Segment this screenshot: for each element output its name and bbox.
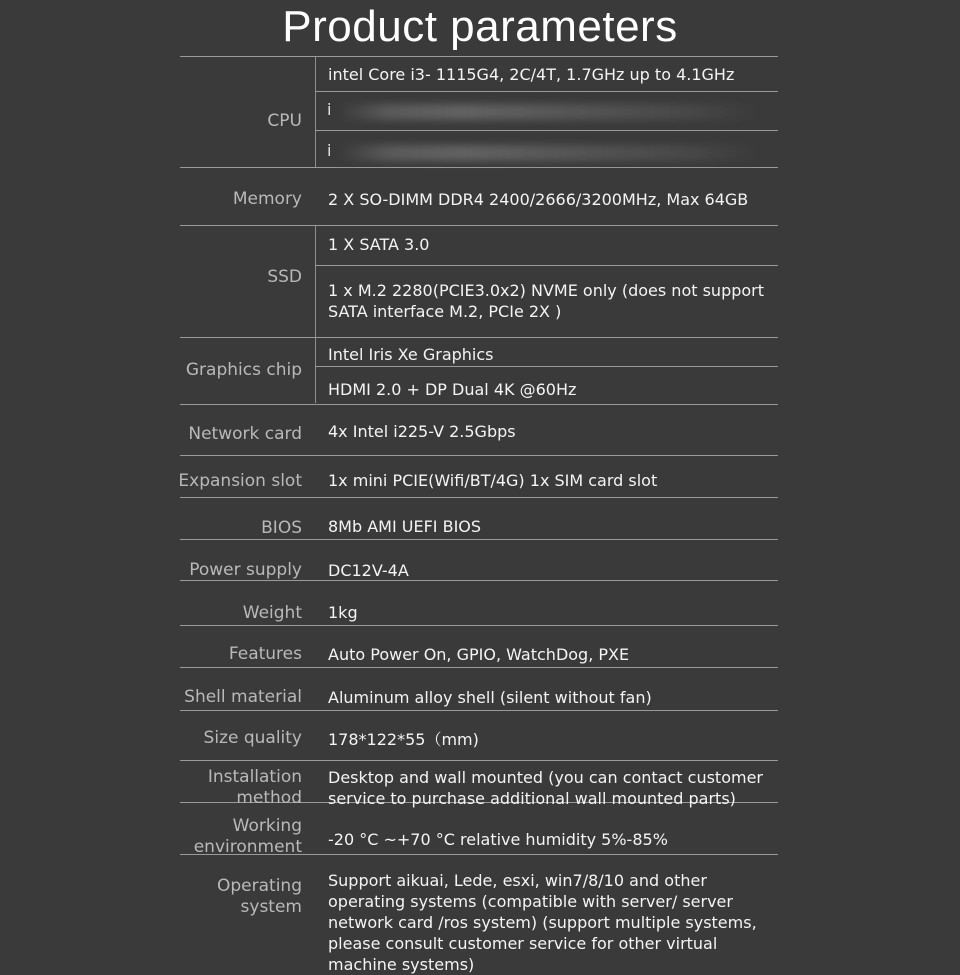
row-divider: [180, 404, 778, 405]
ssd-label: SSD: [267, 267, 302, 287]
shell-value: Aluminum alloy shell (silent without fan): [328, 688, 652, 707]
weight-label: Weight: [242, 603, 302, 623]
graphics-value-2: HDMI 2.0 + DP Dual 4K @60Hz: [328, 380, 577, 399]
blurred-text-overlay: [338, 104, 758, 120]
row-divider: [180, 625, 778, 626]
cpu-label: CPU: [267, 111, 302, 131]
column-divider: [315, 56, 316, 167]
ssd-value-1: 1 X SATA 3.0: [328, 235, 430, 254]
row-divider: [180, 539, 778, 540]
row-divider: [180, 167, 778, 168]
cpu-value-3: i: [327, 141, 332, 160]
features-value: Auto Power On, GPIO, WatchDog, PXE: [328, 645, 630, 664]
os-label: Operating system: [217, 876, 302, 917]
shell-label: Shell material: [184, 687, 302, 707]
row-divider: [315, 265, 778, 266]
expansion-label: Expansion slot: [178, 471, 302, 491]
row-divider: [180, 760, 778, 761]
memory-label: Memory: [232, 189, 302, 209]
environment-label: Working environment: [193, 816, 302, 857]
ssd-value-2: 1 x M.2 2280(PCIE3.0x2) NVME only (does not support SATA interface M.2, PCIe 2X ): [328, 281, 765, 321]
environment-value: -20 °C ~+70 °C relative humidity 5%-85%: [328, 830, 668, 849]
installation-label: Installation method: [207, 767, 302, 808]
size-value: 178*122*55（mm): [328, 730, 479, 749]
bios-value: 8Mb AMI UEFI BIOS: [328, 517, 482, 536]
bios-label: BIOS: [261, 518, 302, 538]
graphics-label: Graphics chip: [185, 360, 302, 380]
row-divider: [180, 337, 778, 338]
expansion-value: 1x mini PCIE(Wifi/BT/4G) 1x SIM card slot: [328, 471, 658, 490]
network-value: 4x Intel i225-V 2.5Gbps: [328, 422, 516, 441]
cpu-value-1: intel Core i3- 1115G4, 2C/4T, 1.7GHz up to 4.1GHz: [328, 65, 735, 84]
weight-value: 1kg: [328, 603, 358, 622]
row-divider: [180, 710, 778, 711]
row-divider: [180, 225, 778, 226]
os-value: Support aikuai, Lede, esxi, win7/8/10 and other operating systems (compatible with server/ server network card /ros system) (support multiple systems, please consult customer service for other virtual machine systems): [328, 871, 757, 974]
features-label: Features: [228, 644, 302, 664]
installation-value: Desktop and wall mounted (you can contact customer service to purchase additional wall mounted parts): [328, 768, 763, 808]
row-divider: [315, 366, 778, 367]
row-divider: [180, 56, 778, 57]
column-divider: [315, 225, 316, 337]
power-label: Power supply: [189, 560, 302, 580]
column-divider: [315, 337, 316, 403]
row-divider: [180, 455, 778, 456]
row-divider: [180, 667, 778, 668]
memory-value: 2 X SO-DIMM DDR4 2400/2666/3200MHz, Max 64GB: [328, 190, 749, 209]
network-label: Network card: [188, 424, 302, 444]
page-title: Product parameters: [282, 2, 678, 51]
row-divider: [180, 497, 778, 498]
row-divider: [315, 91, 778, 92]
graphics-value-1: Intel Iris Xe Graphics: [328, 345, 494, 364]
power-value: DC12V-4A: [328, 561, 409, 580]
row-divider: [315, 130, 778, 131]
cpu-value-2: i: [327, 100, 332, 119]
size-label: Size quality: [203, 728, 302, 748]
blurred-text-overlay: [338, 145, 758, 161]
